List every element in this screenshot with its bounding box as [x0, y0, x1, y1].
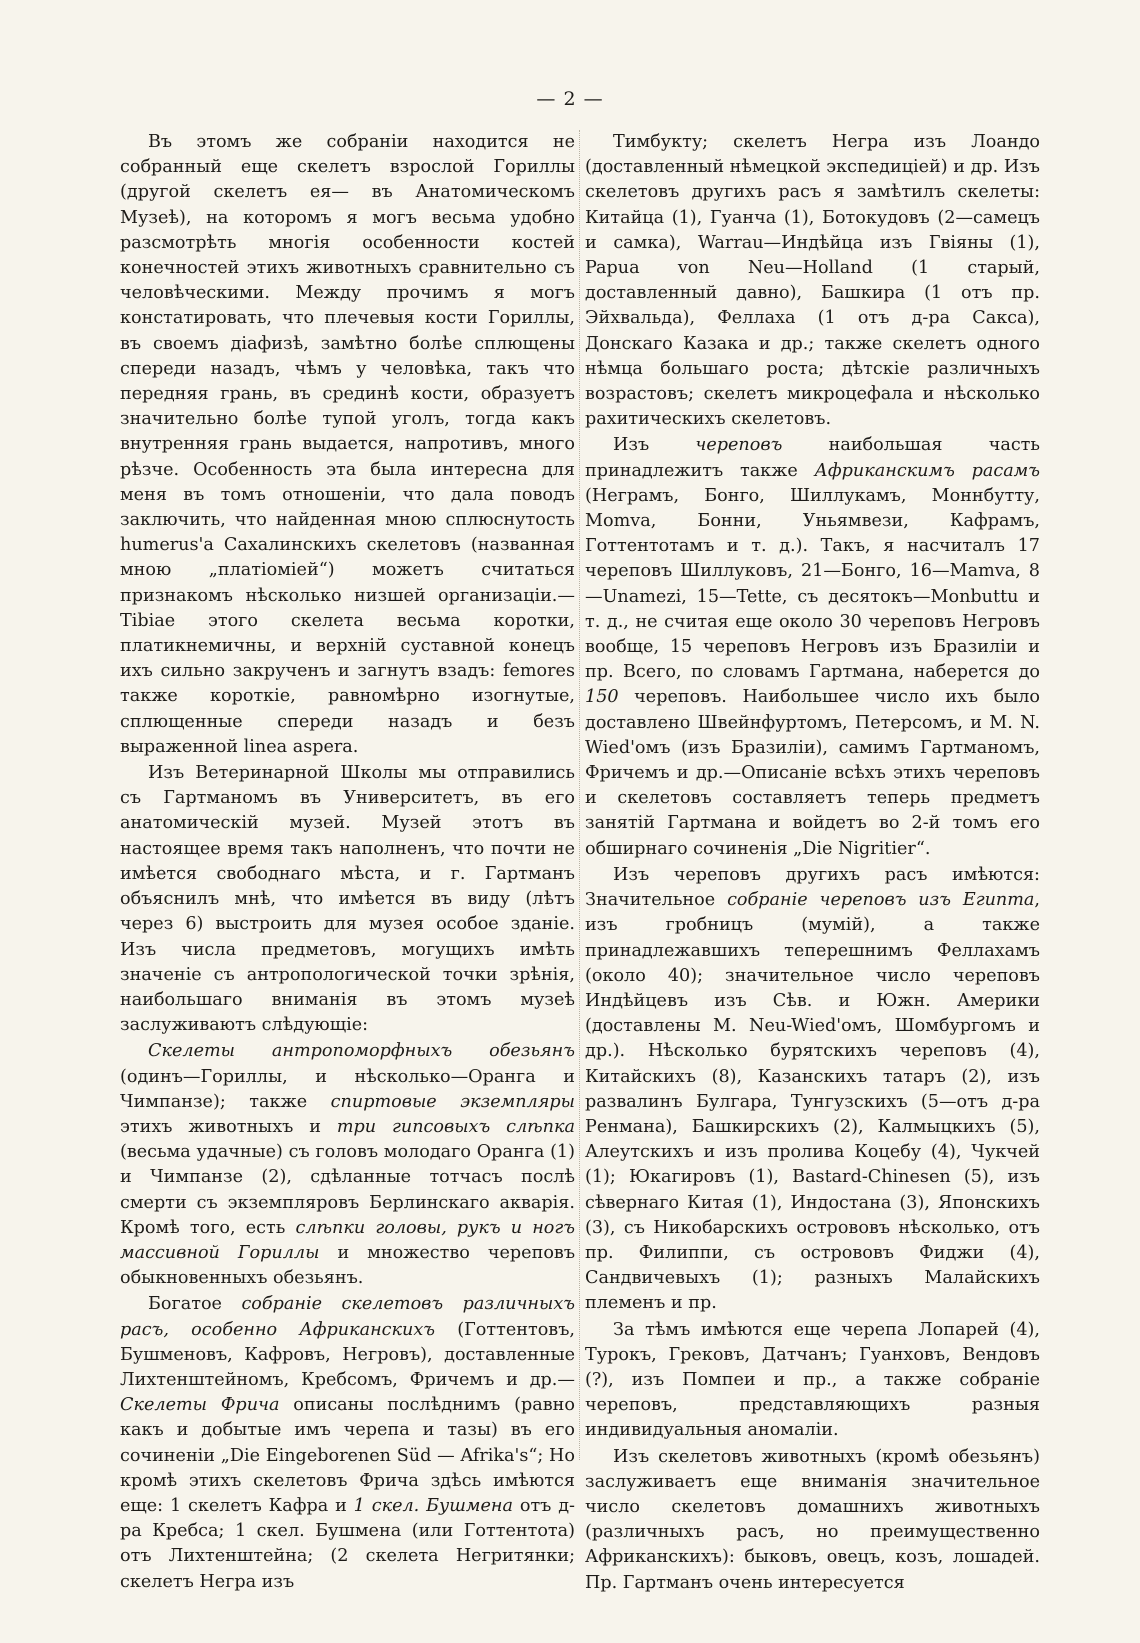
- text-segment: Изъ: [613, 435, 696, 456]
- italic-text-segment: Африканскимъ расамъ: [814, 460, 1040, 481]
- left-column: [120, 130, 575, 1595]
- text-segment: отъ д-ра Кребса; 1 скел. Бушмена (или Готтентота) отъ Лихтенштейна; (2 скелета Негритянки; скелетъ Негра изъ: [120, 1495, 576, 1592]
- italic-text-segment: собраніе скелетовъ различныхъ расъ, особенно Африканскихъ: [120, 1294, 575, 1340]
- text-segment: Изъ череповъ другихъ расъ имѣются: Значительное: [585, 864, 1040, 911]
- paragraph: [585, 1445, 1040, 1596]
- paragraph: [585, 863, 1040, 1317]
- paragraph: [120, 130, 575, 760]
- text-segment: (Неграмъ, Бонго, Шиллукамъ, Моннбутту, Momva, Бонни, Уньямвези, Кафрамъ, Готтентотамъ и т. д.). Такъ, я насчиталъ 17 череповъ Шиллуковъ, 21—Бонго, 16—Mamva, 8—Unamezi, 15—Tette, съ десятокъ—Monbuttu и т. д., не считая еще около 30 череповъ Негровъ вообще, 15 череповъ Негровъ изъ Бразиліи и пр. Всего, по словамъ Гартмана, наберется до: [585, 485, 1040, 683]
- text-segment: наибольшая часть принадлежитъ также: [585, 435, 1040, 481]
- text-segment: (Готтентовъ, Бушменовъ, Кафровъ, Негровъ), доставленные Лихтенштейномъ, Кребсомъ, Фричемъ и др.—: [120, 1319, 575, 1390]
- column-divider: [579, 130, 580, 1460]
- text-segment: Изъ Ветеринарной Школы мы отправились съ Гартманомъ въ Университетъ, въ его анатомическій музей. Музей этотъ въ настоящее время такъ наполненъ, что почти не имѣется свободнаго мѣста, и г. Гартманъ объяснилъ мнѣ, что имѣется въ виду (лѣтъ через 6) выстроить для музея особое зданіе. Изъ числа предметовъ, могущихъ имѣть значеніе съ антропологической точки зрѣнія, наибольшаго вниманія въ этомъ музеѣ заслуживаютъ слѣдующіе:: [120, 763, 575, 1036]
- paragraph: [585, 1318, 1040, 1444]
- text-segment: Тимбукту; скелетъ Негра изъ Лоандо (доставленный нѣмецкой экспедиціей) и др. Изъ скелетовъ другихъ расъ я замѣтилъ скелеты: Китайца (1), Гуанча (1), Ботокудовъ (2—самецъ и самка), Warrau—Индѣйца изъ Гвіяны (1), Papua von Neu—Holland (1 старый, доставленный давно), Башкира (1 отъ пр. Эйхвальда), Феллаха (1 отъ д-ра Сакса), Донскаго Казака и др.; также скелетъ одного нѣмца большаго роста; дѣтскіе различныхъ возрастовъ; скелетъ микроцефала и нѣсколько рахитическихъ скелетовъ.: [585, 132, 1040, 430]
- italic-text-segment: Скелеты антропоморфныхъ обезьянъ: [148, 1041, 575, 1062]
- text-segment: этихъ животныхъ и: [120, 1116, 337, 1137]
- italic-text-segment: 150: [585, 687, 619, 708]
- paragraph: [120, 1039, 575, 1291]
- text-segment: (весьма удачные) съ головъ молодаго Оранга (1) и Чимпанзе (2), сдѣланные тотчасъ послѣ смерти съ экземпляровъ Берлинскаго акварія. Кромѣ того, есть: [120, 1142, 575, 1238]
- paragraph: [585, 130, 1040, 432]
- italic-text-segment: спиртовые экземпляры: [330, 1091, 575, 1112]
- page-number: — 2 —: [536, 88, 604, 110]
- text-segment: Богатое: [148, 1294, 242, 1315]
- italic-text-segment: Скелеты Фрича: [120, 1395, 280, 1416]
- italic-text-segment: 1 скел. Бушмена: [353, 1495, 514, 1516]
- paragraph: [120, 761, 575, 1038]
- text-segment: череповъ. Наибольшее число ихъ было доставлено Швейнфуртомъ, Петерсомъ, и M. N. Wied'омъ (изъ Бразиліи), самимъ Гартманомъ, Фричемъ и др.—Описаніе всѣхъ этихъ череповъ и скелетовъ составляетъ теперь предметъ занятій Гартмана и войдетъ во 2-й томъ его обширнаго сочиненія „Die Nigritier“.: [585, 687, 1040, 859]
- italic-text-segment: слѣпки головы, рукъ и ногъ массивной Гориллы: [120, 1217, 576, 1263]
- text-segment: описаны послѣднимъ (равно какъ и добытые имъ черепа и тазы) въ его сочиненіи „Die Eingeborenen Süd — Afrika's“; Но кромѣ этихъ скелетовъ Фрича здѣсь имѣются еще: 1 скелетъ Кафра и: [120, 1395, 576, 1516]
- text-segment: , изъ гробницъ (мумій), а также принадлежавшихъ теперешнимъ Феллахамъ (около 40); значительное число череповъ Индѣйцевъ изъ Сѣв. и Южн. Америки (доставлены M. Neu-Wied'омъ, Шомбургомъ и др.). Нѣсколько бурятскихъ череповъ (4), Китайскихъ (8), Казанскихъ татаръ (2), изъ развалинъ Булгара, Тунгузскихъ (5—отъ д-ра Ренмана), Башкирскихъ (2), Калмыцкихъ (5), Алеутскихъ и изъ пролива Коцебу (4), Чукчей (1); Юкагировъ (1), Bastard-Chinesen (5), изъ сѣвернаго Китая (1), Индостана (3), Японскихъ (3), съ Никобарскихъ острововъ нѣсколько, отъ пр. Филиппи, съ острововъ Фиджи (4), Сандвичевыхъ (1); разныхъ Малайскихъ племенъ и пр.: [585, 890, 1041, 1314]
- right-column: [585, 130, 1040, 1596]
- text-segment: За тѣмъ имѣются еще черепа Лопарей (4), Турокъ, Грековъ, Датчанъ; Гуанховъ, Вендовъ (?), изъ Помпеи и пр., а также собраніе череповъ, представляющихъ разныя индивидуальныя аномаліи.: [585, 1319, 1040, 1441]
- text-segment: и множество череповъ обыкновенныхъ обезьянъ.: [120, 1242, 576, 1289]
- text-segment: Въ этомъ же собраніи находится не собранный еще скелетъ взрослой Гориллы (другой скелетъ ея— въ Анатомическомъ Музеѣ), на которомъ я могъ весьма удобно разсмотрѣть многія особенности костей конечностей этихъ животныхъ сравнительно съ человѣческими. Между прочимъ я могъ констатировать, что плечевыя кости Гориллы, въ своемъ діафизѣ, замѣтно болѣе сплющены спереди назадъ, чѣмъ у человѣка, такъ что передняя грань, въ срединѣ кости, образуетъ значительно болѣе тупой уголъ, тогда какъ внутренняя грань выдается, напротивъ, много рѣзче. Особенность эта была интересна для меня въ томъ отношеніи, что дала поводъ заключить, что найденная мною сплюснутость humerus'a Сахалинскихъ скелетовъ (названная мною „платіоміей“) можетъ считаться признакомъ нѣсколько низшей организаціи.—Tibiae этого скелета весьма коротки, платикнемичны, и верхній суставной конецъ ихъ сильно закрученъ и загнутъ взадъ: femores также короткіе, равномѣрно изогнутые, сплющенные спереди назадъ и безъ выраженной linea aspera.: [120, 132, 575, 757]
- italic-text-segment: череповъ: [695, 435, 783, 456]
- italic-text-segment: три гипсовыхъ слѣпка: [336, 1116, 575, 1137]
- text-segment: Изъ скелетовъ животныхъ (кромѣ обезьянъ) заслуживаетъ еще вниманія значительное число скелетовъ домашнихъ животныхъ (различныхъ расъ, но преимущественно Африканскихъ): быковъ, овецъ, козъ, лошадей. Пр. Гартманъ очень интересуется: [585, 1446, 1040, 1593]
- italic-text-segment: собраніе череповъ изъ Египта: [727, 890, 1035, 911]
- paragraph: [585, 433, 1040, 861]
- paragraph: [120, 1292, 575, 1594]
- text-segment: (одинъ—Гориллы, и нѣсколько—Оранга и Чимпанзе); также: [120, 1066, 575, 1112]
